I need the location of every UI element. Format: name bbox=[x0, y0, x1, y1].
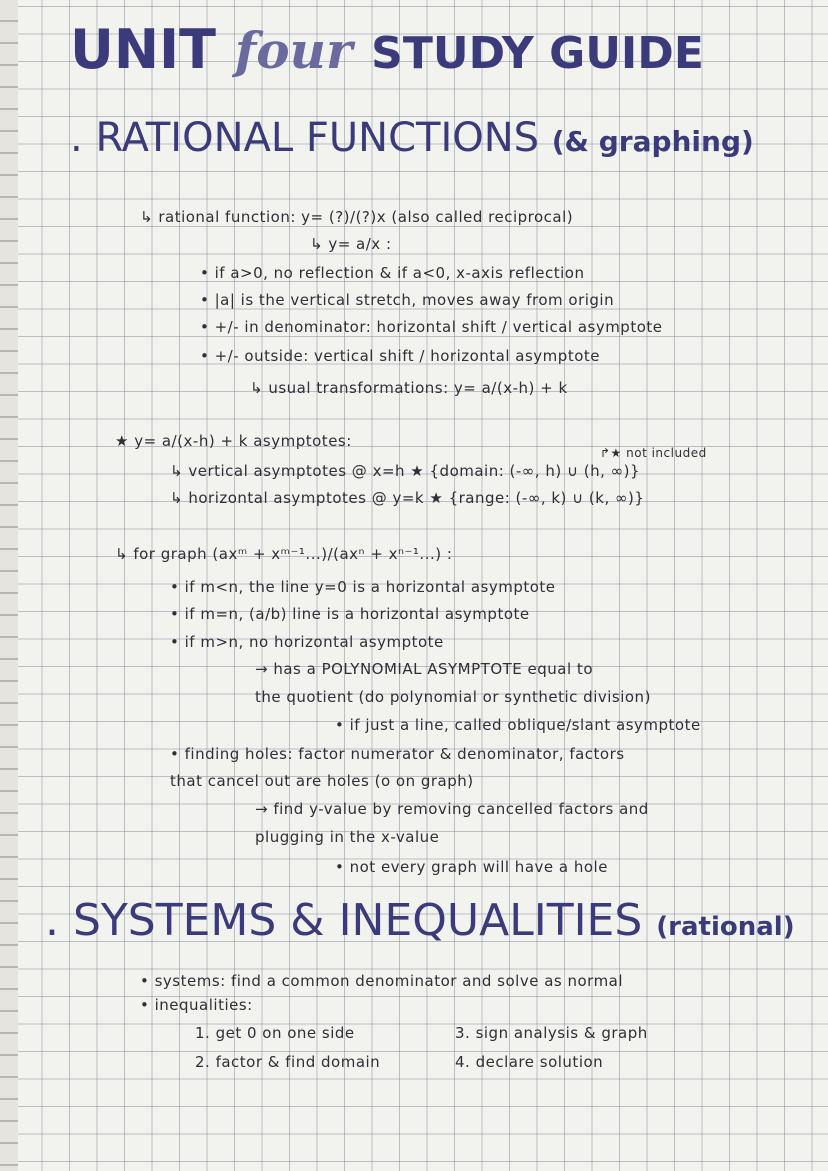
title-four: four bbox=[234, 21, 353, 80]
note-line: 4. declare solution bbox=[455, 1053, 604, 1071]
note-line: 2. factor & find domain bbox=[195, 1053, 381, 1071]
section-heading-rational: . RATIONAL FUNCTIONS (& graphing) bbox=[70, 115, 754, 161]
heading-sub: (rational) bbox=[656, 912, 795, 942]
note-line: • if m<n, the line y=0 is a horizontal asymptote bbox=[170, 578, 556, 596]
heading-text: SYSTEMS & INEQUALITIES bbox=[72, 895, 643, 946]
note-line: ↱★ not included bbox=[600, 446, 707, 460]
note-line: plugging in the x-value bbox=[255, 828, 440, 846]
note-line: 1. get 0 on one side bbox=[195, 1024, 355, 1042]
note-line: 3. sign analysis & graph bbox=[455, 1024, 648, 1042]
section-heading-systems: . SYSTEMS & INEQUALITIES (rational) bbox=[45, 895, 795, 946]
note-line: • if m>n, no horizontal asymptote bbox=[170, 633, 444, 651]
note-line: ↳ usual transformations: y= a/(x-h) + k bbox=[250, 379, 568, 397]
note-line: • +/- outside: vertical shift / horizontal asymptote bbox=[200, 347, 600, 365]
note-line: • if m=n, (a/b) line is a horizontal asymptote bbox=[170, 605, 530, 623]
note-line: that cancel out are holes (o on graph) bbox=[170, 772, 474, 790]
note-line: the quotient (do polynomial or synthetic division) bbox=[255, 688, 651, 706]
note-line: • not every graph will have a hole bbox=[335, 858, 608, 876]
note-line: • finding holes: factor numerator & denominator, factors bbox=[170, 745, 625, 763]
note-line: • +/- in denominator: horizontal shift / vertical asymptote bbox=[200, 318, 663, 336]
note-line: ↳ rational function: y= (?)/(?)x (also called reciprocal) bbox=[140, 208, 574, 226]
note-line: • systems: find a common denominator and solve as normal bbox=[140, 972, 624, 990]
note-line: • if a>0, no reflection & if a<0, x-axis reflection bbox=[200, 264, 585, 282]
notebook-spiral-edge bbox=[0, 0, 18, 1171]
note-line: • if just a line, called oblique/slant asymptote bbox=[335, 716, 701, 734]
title-study-guide: STUDY GUIDE bbox=[371, 28, 704, 79]
title-unit: UNIT bbox=[70, 18, 216, 81]
heading-text: RATIONAL FUNCTIONS bbox=[95, 115, 540, 161]
note-line: ★ y= a/(x-h) + k asymptotes: bbox=[115, 432, 352, 450]
title bbox=[70, 18, 704, 81]
heading-sub: (& graphing) bbox=[551, 125, 754, 158]
note-line: ↳ y= a/x : bbox=[310, 235, 392, 253]
note-line: → has a POLYNOMIAL ASYMPTOTE equal to bbox=[255, 660, 593, 678]
note-line: ↳ horizontal asymptotes @ y=k ★ {range: (-∞, k) ∪ (k, ∞)} bbox=[170, 489, 645, 507]
note-line: • inequalities: bbox=[140, 996, 253, 1014]
note-line: → find y-value by removing cancelled factors and bbox=[255, 800, 649, 818]
note-line: ↳ vertical asymptotes @ x=h ★ {domain: (-∞, h) ∪ (h, ∞)} bbox=[170, 462, 641, 480]
note-line: • |a| is the vertical stretch, moves away from origin bbox=[200, 291, 615, 309]
note-line: ↳ for graph (axᵐ + xᵐ⁻¹...)/(axⁿ + xⁿ⁻¹...) : bbox=[115, 545, 453, 563]
